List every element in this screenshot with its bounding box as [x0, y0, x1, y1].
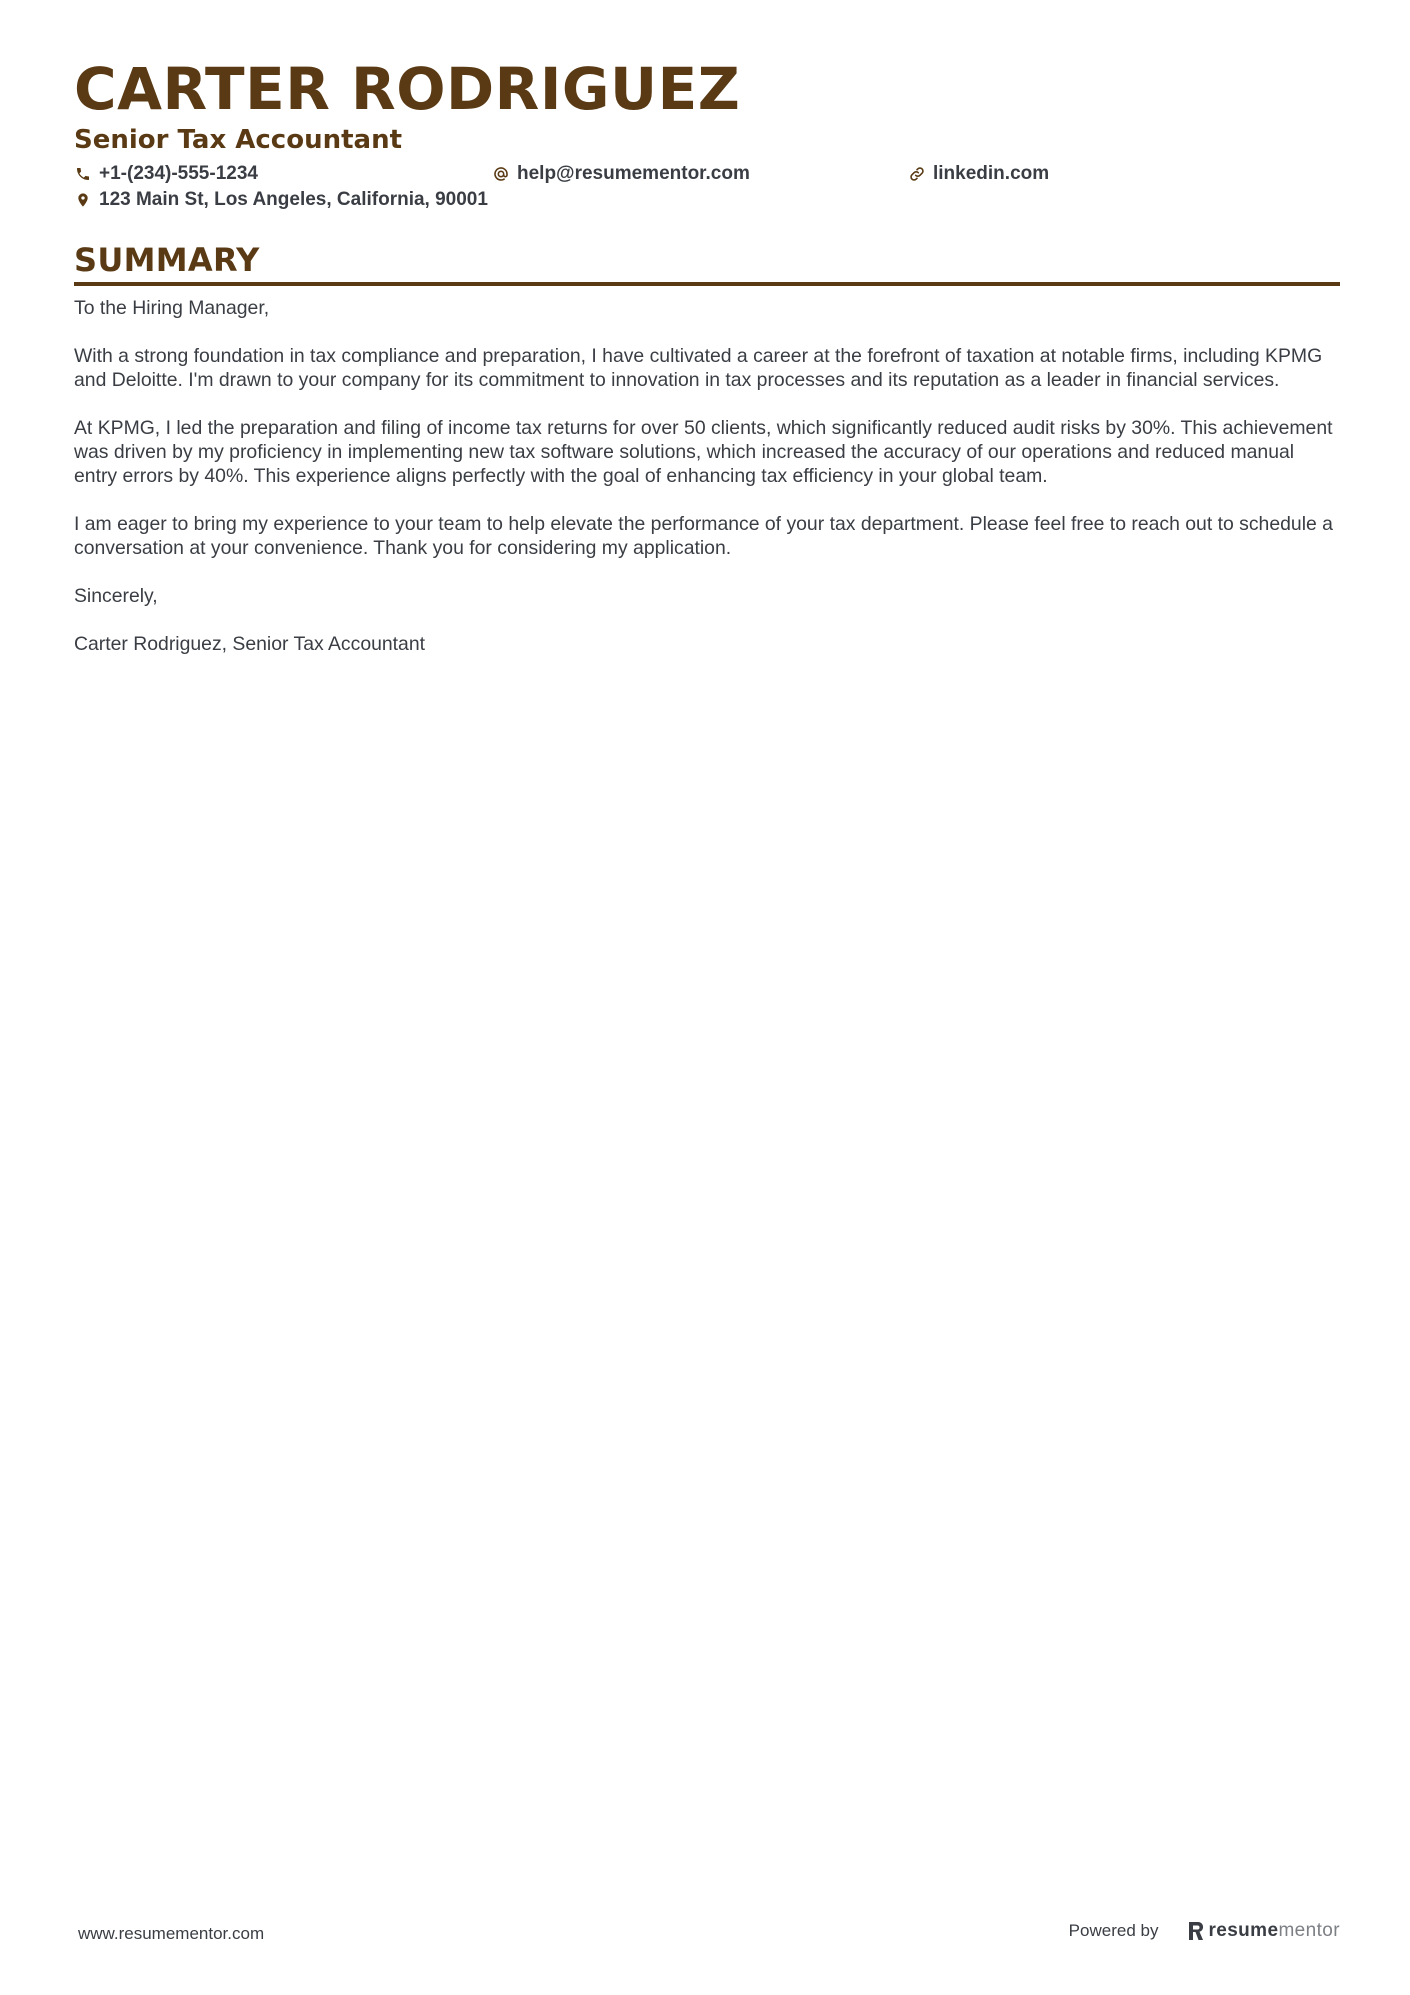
paragraph-intro: With a strong foundation in tax compliance and preparation, I have cultivated a career at the forefront of taxation at notable firms, including KPMG and Deloitte. I'm drawn to your company for its commitment to innovation in tax processes and its reputation as a leader in financial services.: [74, 345, 1323, 391]
candidate-name: CARTER RODRIGUEZ: [74, 55, 741, 123]
paragraph-closing: I am eager to bring my experience to your team to help elevate the performance of your tax department. Please feel free to reach out to schedule a conversation at your convenience. Thank you for considering my application.: [74, 513, 1333, 559]
brand-mark-icon: [1188, 1921, 1204, 1941]
job-title: Senior Tax Accountant: [74, 125, 403, 155]
brand-name: resumementor: [1208, 1920, 1340, 1941]
phone-icon: [74, 165, 92, 183]
contact-phone[interactable]: [74, 164, 258, 183]
phone-text: +1-(234)-555-1234: [99, 163, 258, 184]
sign-off: Sincerely,: [74, 585, 158, 607]
contact-email[interactable]: [492, 164, 750, 183]
summary-heading: SUMMARY: [74, 241, 260, 279]
email-text: help@resumementor.com: [517, 163, 750, 184]
section-divider: [74, 282, 1340, 286]
contact-address: [74, 190, 488, 209]
greeting: To the Hiring Manager,: [74, 297, 270, 319]
footer-powered-by[interactable]: [1069, 1920, 1340, 1942]
linkedin-text: linkedin.com: [933, 163, 1050, 184]
signature: Carter Rodriguez, Senior Tax Accountant: [74, 633, 426, 655]
address-text: 123 Main St, Los Angeles, California, 90001: [99, 189, 488, 210]
powered-by-label: Powered by: [1068, 1921, 1159, 1940]
cover-letter-page: [74, 0, 1340, 1995]
at-icon: [492, 165, 510, 183]
letter-body: [74, 296, 1340, 680]
contact-linkedin[interactable]: [908, 164, 1049, 183]
location-pin-icon: [74, 191, 92, 209]
footer-website[interactable]: www.resumementor.com: [78, 1924, 265, 1943]
link-icon: [908, 165, 926, 183]
paragraph-experience: At KPMG, I led the preparation and filing of income tax returns for over 50 clients, which significantly reduced audit risks by 30%. This achievement was driven by my proficiency in implementing new tax software solutions, which increased the accuracy of our operations and reduced manual entry errors by 40%. This experience aligns perfectly with the goal of enhancing tax efficiency in your global team.: [74, 417, 1333, 487]
brand-logo: [1188, 1920, 1340, 1942]
